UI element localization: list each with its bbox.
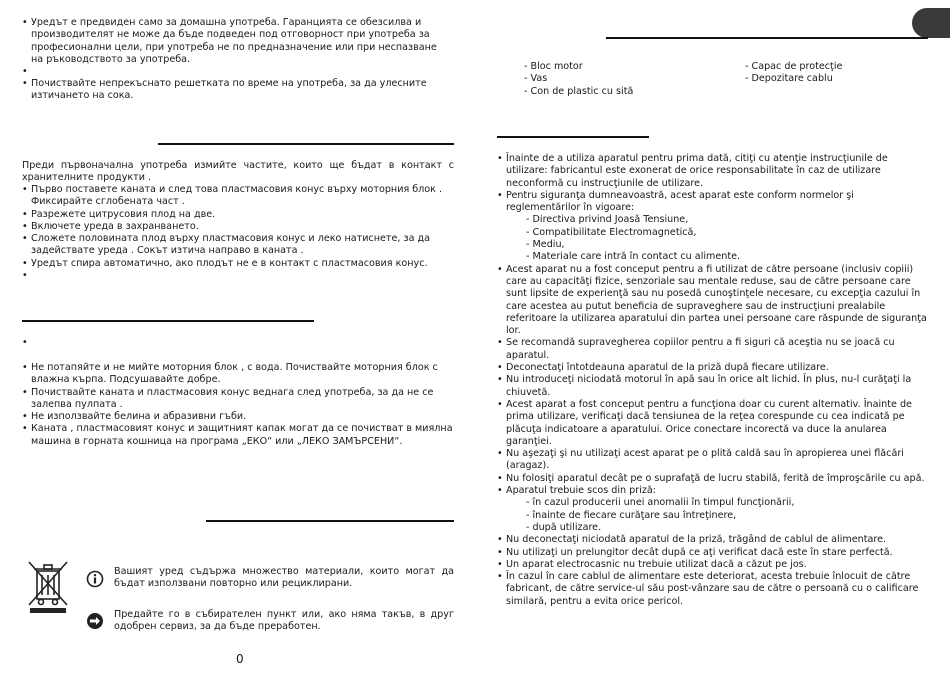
list-item <box>22 337 454 349</box>
left-top-list <box>22 17 442 103</box>
safety-item <box>497 571 929 608</box>
cleaning-top-list <box>22 337 454 349</box>
safety-item <box>497 485 929 534</box>
safety-item-text: Nu utilizaţi un prelungitor decât după ce aţi verificat dacă este în stare perfectă. <box>506 546 893 558</box>
crossed-out-wheelie-bin-icon <box>26 557 70 615</box>
safety-item-text: Nu introduceţi niciodată motorul în apă sau în orice alt lichid. În plus, nu-l curăţaţi la chiuvetă. <box>506 374 912 398</box>
page-number: 0 <box>236 652 244 666</box>
list-item <box>22 270 454 282</box>
safety-subitem: - după utilizare. <box>526 521 602 533</box>
parts-column-1 <box>524 61 734 98</box>
safety-item-text: Nu aşezaţi şi nu utilizaţi acest aparat pe o plită caldă sau în apropierea unei flăcări (aragaz). <box>506 448 904 472</box>
safety-item <box>497 264 929 338</box>
safety-subitem: - înainte de fiecare curăţare sau întreţinere, <box>526 509 737 521</box>
list-item: • Почиствайте каната и пластмасовия конус веднага след употреба, за да не се залепва пулпата . <box>22 387 454 412</box>
safety-item <box>497 337 929 362</box>
list-item: • Почиствайте непрекъснато решетката по време на употреба, за да улесните изтичането на сока. <box>22 78 442 103</box>
safety-item <box>497 362 929 374</box>
list-item: • Каната , пластмасовият конус и защитният капак могат да се почистват в миялна машина в горната кошница на програма „ЕКО“ или „ЛЕКО ЗАМЪРСЕНИ“. <box>22 423 454 448</box>
safety-item-text: În cazul în care cablul de alimentare este deteriorat, acesta trebuie înlocuit de către fabricant, de către service-ul său post-vânzare sau de către o persoană cu o calificare similară, pentru a evita orice pericol. <box>506 571 919 607</box>
safety-item-text: Nu deconectaţi niciodată aparatul de la priză, trăgând de cablul de alimentare. <box>506 534 887 546</box>
safety-item-text: Nu folosiţi aparatul decât pe o suprafaţă de lucru stabilă, ferită de împroşcările cu apă. <box>506 472 925 484</box>
safety-sublist <box>506 497 929 534</box>
cleaning-list <box>22 362 454 448</box>
safety-sublist <box>506 214 929 263</box>
safety-item <box>497 153 929 190</box>
usage-intro: Преди първоначална употреба измийте частите, които ще бъдат в контакт с хранителните продукти . <box>22 160 454 184</box>
parts-column-2 <box>745 61 925 86</box>
list-item: • Не използвайте белина и абразивни гъби. <box>22 411 454 423</box>
safety-item <box>497 374 929 399</box>
safety-item <box>497 559 929 571</box>
safety-subitem: - Directiva privind Joasă Tensiune, <box>526 214 689 226</box>
safety-item <box>497 534 929 546</box>
part-item: - Con de plastic cu sită <box>524 85 634 97</box>
safety-item-text: Deconectaţi întotdeauna aparatul de la priză după fiecare utilizare. <box>506 362 829 374</box>
safety-subitem: - în cazul producerii unei anomalii în timpul funcţionării, <box>526 497 795 509</box>
safety-subitem: - Materiale care intră în contact cu alimente. <box>526 251 741 263</box>
info-circle-icon <box>86 570 104 588</box>
safety-item-text: Se recomandă supravegherea copiilor pentru a fi siguri că aceştia nu se joacă cu aparatul. <box>506 337 895 361</box>
usage-list <box>22 184 454 282</box>
recycle-text-1: Вашият уред съдържа множество материали, които могат да бъдат използвани повторно или рециклирани. <box>114 566 454 590</box>
safety-item <box>497 473 929 485</box>
safety-subitem: - Mediu, <box>526 239 565 251</box>
safety-item <box>497 448 929 473</box>
list-item: • Уредът е предвиден само за домашна употреба. Гаранцията се обезсилва и производителят не може да бъде подведен под отговорност при употреба за професионални цели, при употреба не по предназначение или при неспазване на ръководството за употреба. <box>22 17 442 66</box>
safety-item <box>497 399 929 448</box>
safety-item-text: Acest aparat a fost conceput pentru a funcţiona doar cu curent alternativ. Înainte de prima utilizare, verificaţi dacă tensiunea de la reţea corespunde cu cea indicată pe plăcuţa indicatoare a aparatului. Orice conectare incorectă va duce la anularea garanţiei. <box>506 398 912 447</box>
safety-item <box>497 190 929 264</box>
list-item: • Не потапяйте и не мийте моторния блок , с вода. Почиствайте моторния блок с влажна кърпа. Подсушавайте добре. <box>22 362 454 387</box>
safety-item <box>497 547 929 559</box>
safety-item-text: Acest aparat nu a fost conceput pentru a fi utilizat de către persoane (inclusiv copiii) care au capacităţi fizice, senzoriale sau mentale reduse, sau de către persoane care sunt lipsite de experienţă sau nu posedă cunoştinţele necesare, cu excepţia cazului în care acestea au putut beneficia de supraveghere sau de instrucţiuni prealabile referitoare la utilizarea aparatului din partea unei persoane care răspunde de siguranţa lor. <box>506 263 927 337</box>
section-rule <box>497 136 649 138</box>
section-rule <box>206 520 454 522</box>
safety-item-text: Un aparat electrocasnic nu trebuie utilizat dacă a căzut pe jos. <box>506 558 807 570</box>
arrow-circle-icon <box>86 612 104 630</box>
safety-item-text: Aparatul trebuie scos din priză: <box>506 485 657 497</box>
part-item: - Vas <box>524 73 548 85</box>
part-item: - Capac de protecţie <box>745 61 843 72</box>
part-item: - Bloc motor <box>524 61 583 72</box>
safety-item-text: Înainte de a utiliza aparatul pentru prima dată, citiţi cu atenţie instrucţiunile de utilizare: fabricantul este exonerat de orice responsabilitate în caz de utilizare neconformă cu instrucţiunile de utilizare. <box>506 153 888 189</box>
section-rule <box>158 143 454 145</box>
safety-list <box>497 153 929 608</box>
section-rule <box>606 37 928 39</box>
recycle-text-2: Предайте го в събирателен пункт или, ако няма такъв, в друг одобрен сервиз, за да бъде преработен. <box>114 609 454 633</box>
list-item <box>22 66 442 78</box>
list-item: • Разрежете цитрусовия плод на две. <box>22 209 454 221</box>
safety-subitem: - Compatibilitate Electromagnetică, <box>526 226 697 238</box>
safety-item-text: Pentru siguranţa dumneavoastră, acest aparat este conform normelor şi reglementărilor în vigoare: <box>506 189 854 214</box>
list-item: • Първо поставете каната и след това пластмасовия конус върху моторния блок . Фиксирайте сглобената част . <box>22 184 454 209</box>
part-item: - Depozitare cablu <box>745 73 833 85</box>
list-item: • Уредът спира автоматично, ако плодът не е в контакт с пластмасовия конус. <box>22 258 454 270</box>
list-item: • Сложете половината плод върху пластмасовия конус и леко натиснете, за да задействате уреда . Сокът изтича направо в каната . <box>22 233 454 258</box>
page-tab-marker <box>912 8 950 38</box>
list-item: • Включете уреда в захранването. <box>22 221 454 233</box>
section-rule <box>22 320 314 322</box>
